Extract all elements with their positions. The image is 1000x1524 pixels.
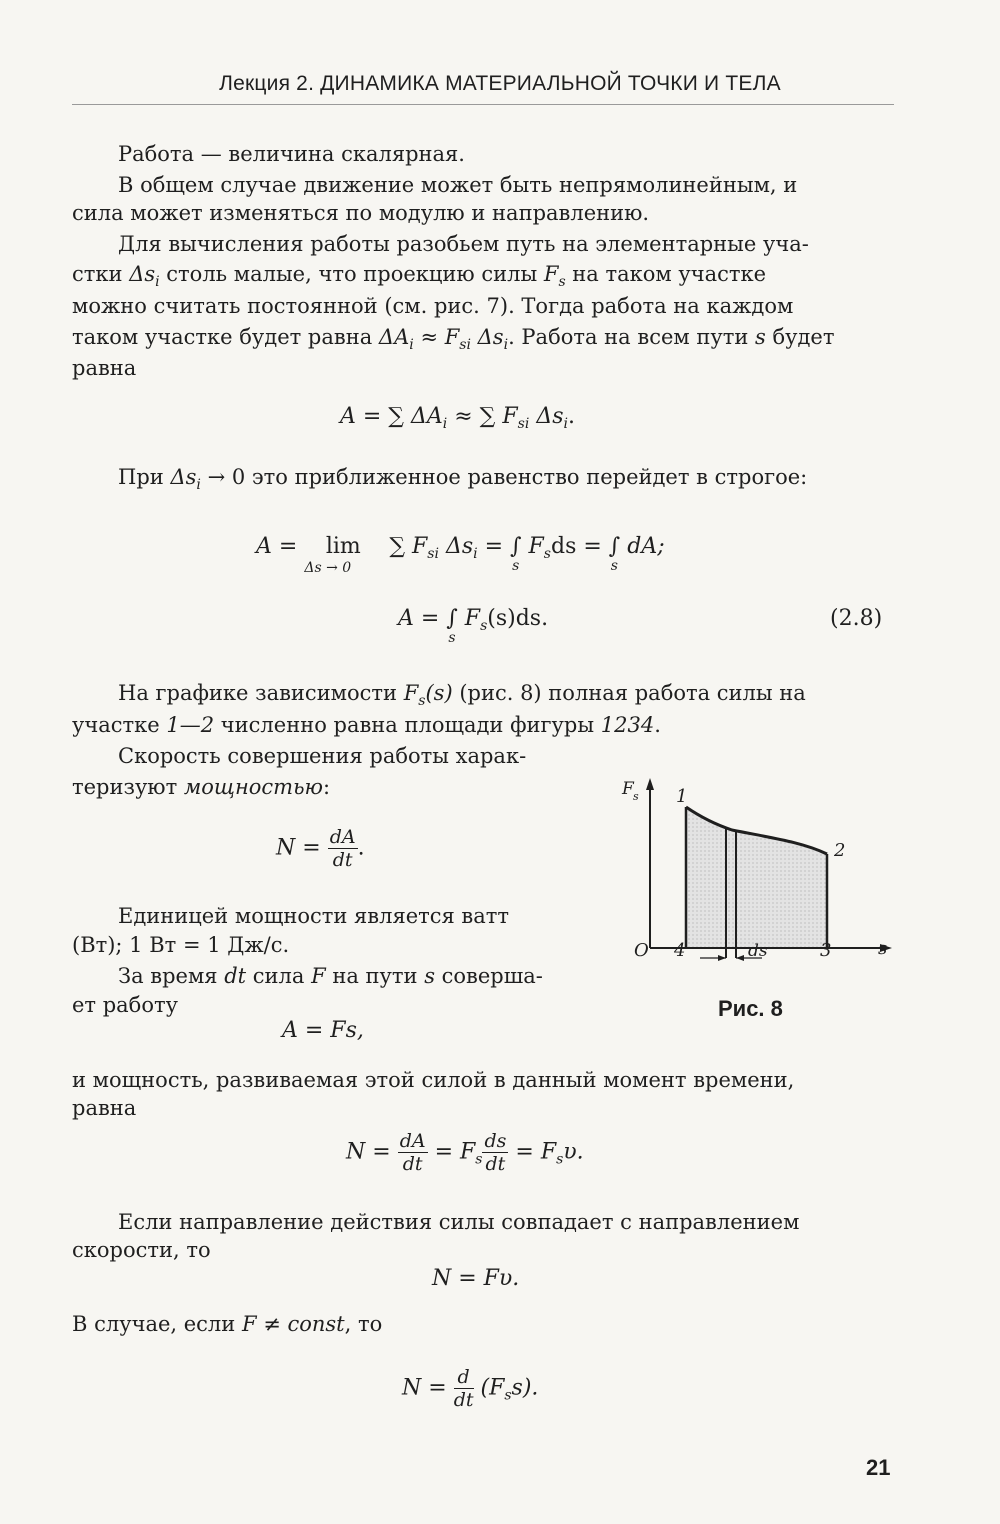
point-1-label: 1 [676, 786, 688, 807]
paragraph-line: равна [72, 1096, 137, 1120]
paragraph-line: (Вт); 1 Вт = 1 Дж/с. [72, 933, 290, 957]
equation-sum: A = ∑ $\Delta A_i$ ≈ ∑ $F_{si}$ $\Delta s_i$. [340, 404, 575, 432]
page-number: 21 [866, 1455, 891, 1480]
paragraph-line: сила может изменяться по модулю и направлению. [72, 201, 650, 225]
ds-arrowhead-left [718, 955, 726, 961]
figure-caption: Рис. 8 [718, 996, 783, 1021]
y-axis-arrow [646, 778, 654, 790]
paragraph: Если направление действия силы совпадает с направлением [118, 1210, 800, 1234]
paragraph-line: скорости, то [72, 1238, 211, 1262]
paragraph: За время dt сила F на пути s соверша- [118, 964, 543, 988]
paragraph-line: равна [72, 356, 137, 380]
equation-last: N = $\frac{d}{dt}$ $(F_ss)$. [402, 1366, 539, 1411]
paragraph-line: теризуют мощностью: [72, 775, 331, 799]
equation-number: (2.8) [830, 606, 883, 631]
paragraph: На графике зависимости $F_s(s)$ (рис. 8) полная работа силы на [118, 681, 806, 709]
point-4-label: 4 [674, 940, 686, 961]
paragraph: В общем случае движение может быть непрямолинейным, и [118, 173, 798, 197]
equation-power-velocity: N = $\frac{dA}{dt}$ = $F_s$ $\frac{ds}{dt}$ = $F_s\upsilon$. [346, 1130, 584, 1175]
axis-y-label: F [622, 779, 634, 799]
work-area-fill [686, 807, 827, 948]
paragraph-line: стки $\Delta s_i$ столь малые, что проекцию силы $F_s$ на таком участке [72, 262, 767, 290]
paragraph: При $\Delta s_i \to 0$ это приближенное равенство перейдет в строгое: [118, 465, 808, 493]
header-rule [72, 104, 894, 105]
equation-limit: A = lim Δs → 0 ∑ $F_{si}$ $\Delta s_i$ = ∫ s $F_sds$ = ∫ s dA; [256, 534, 665, 576]
equation-fv: N = Fυ. [432, 1266, 520, 1291]
axis-x-label: s [878, 938, 888, 959]
paragraph: В случае, если F ≠ const, то [72, 1312, 383, 1336]
ds-arrowhead-right [736, 955, 744, 961]
equation-work: A = Fs, [282, 1018, 364, 1043]
ds-label: ds [748, 941, 768, 961]
paragraph: и мощность, развиваемая этой силой в данный момент времени, [72, 1068, 795, 1092]
paragraph-line: можно считать постоянной (см. рис. 7). Тогда работа на каждом [72, 294, 794, 318]
paragraph: Скорость совершения работы харак- [118, 744, 527, 768]
origin-label: O [634, 940, 649, 961]
paragraph: Единицей мощности является ватт [118, 904, 510, 928]
equation-power: N = $\frac{dA}{dt}$ . [276, 826, 365, 871]
equation-2-8: A = ∫ s $F_s(s)ds$. [398, 606, 549, 646]
paragraph-line: ет работу [72, 993, 178, 1017]
figure-8-graph [612, 770, 902, 1000]
axis-y-sub: s [633, 790, 639, 803]
point-3-label: 3 [820, 940, 832, 961]
paragraph-line: таком участке будет равна $\Delta A_i \approx F_{si}$ $\Delta s_i$. Работа на всем пути s будет [72, 325, 835, 353]
paragraph: Работа — величина скалярная. [118, 142, 465, 166]
paragraph-line: участке 1—2 численно равна площади фигуры 1234. [72, 713, 661, 737]
running-header: Лекция 2. ДИНАМИКА МАТЕРИАЛЬНОЙ ТОЧКИ И ТЕЛА [219, 72, 781, 95]
paragraph: Для вычисления работы разобьем путь на элементарные уча- [118, 232, 809, 256]
point-2-label: 2 [834, 840, 846, 861]
